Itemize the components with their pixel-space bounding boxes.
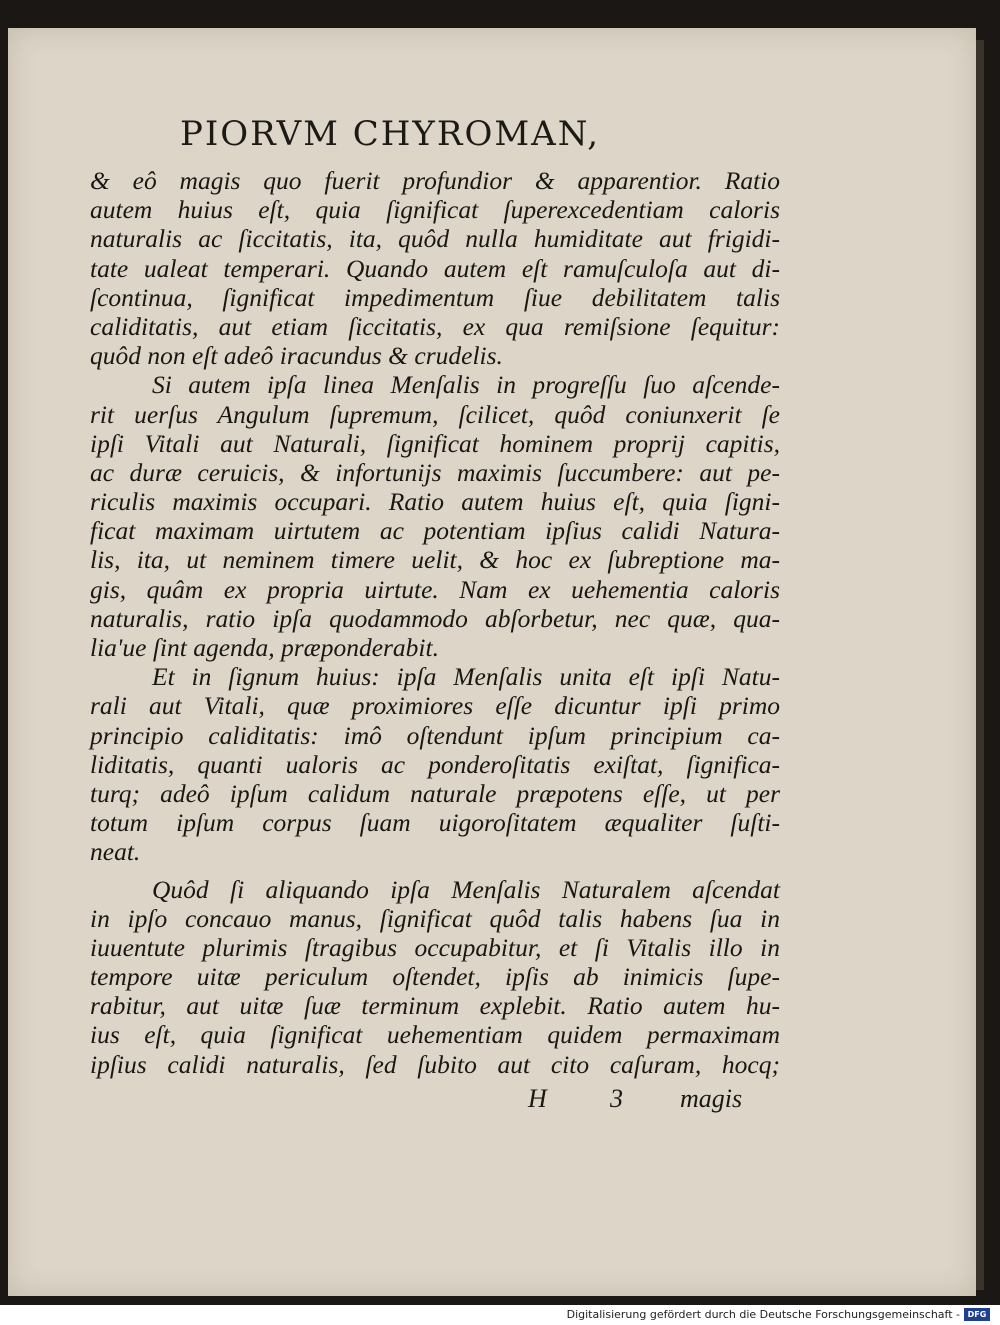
text-line: gis, quâm ex propria uirtute. Nam ex uehementia caloris xyxy=(90,574,780,604)
text-line: rabitur, aut uitæ ſuæ terminum explebit. Ratio autem hu- xyxy=(90,991,780,1021)
book-page xyxy=(8,28,976,1296)
text-line: autem huius eſt, quia ſignificat ſuperexcedentiam caloris xyxy=(90,195,780,225)
catchword: magis xyxy=(680,1084,743,1113)
text-line: in ipſo concauo manus, ſignificat quôd talis habens ſua in xyxy=(90,903,780,933)
text-line: rali aut Vitali, quæ proximiores eſſe dicuntur ipſi primo xyxy=(90,691,780,721)
text-line: rit uerſus Angulum ſupremum, ſcilicet, quôd coniunxerit ſe xyxy=(90,399,780,429)
signature-line xyxy=(528,1084,758,1118)
text-line: turq; adeô ipſum calidum naturale præpotens eſſe, ut per xyxy=(90,778,780,808)
text-line: lis, ita, ut neminem timere uelit, & hoc ex ſubreptione ma- xyxy=(90,545,780,575)
text-line: quôd non eſt adeô iracundus & crudelis. xyxy=(90,341,503,371)
text-line: liditatis, quanti ualoris ac ponderoſitatis exiſtat, ſignifica- xyxy=(90,749,780,779)
signature-number: 3 xyxy=(610,1084,623,1113)
dfg-logo-icon[interactable]: DFG xyxy=(964,1308,990,1321)
text-line: ac duræ ceruicis, & infortunijs maximis ſuccumbere: aut pe- xyxy=(90,457,780,487)
text-line: ſcontinua, ſignificat impedimentum ſiue debilitatem talis xyxy=(90,282,780,312)
footer-credit: Digitalisierung gefördert durch die Deutsche Forschungsgemeinschaft - xyxy=(566,1308,960,1321)
text-line: ius eſt, quia ſignificat uehementiam quidem permaximam xyxy=(90,1020,780,1050)
text-line: lia'ue ſint agenda, præponderabit. xyxy=(90,633,439,662)
text-line: iuuentute plurimis ſtragibus occupabitur, et ſi Vitalis illo in xyxy=(90,932,780,962)
text-line: ficat maximam uirtutem ac potentiam ipſius calidi Natura- xyxy=(90,516,780,546)
text-line: neat. xyxy=(90,837,141,867)
text-line: Quôd ſi aliquando ipſa Menſalis Naturalem aſcendat xyxy=(152,874,780,904)
text-line: naturalis ac ſiccitatis, ita, quôd nulla humiditate aut frigidi- xyxy=(90,224,780,254)
book-edge xyxy=(976,40,984,1290)
text-line: ipſius calidi naturalis, ſed ſubito aut cito caſuram, hocq; xyxy=(90,1049,780,1079)
signature-mark: H xyxy=(528,1084,547,1113)
text-line: & eô magis quo fuerit profundior & apparentior. Ratio xyxy=(90,166,780,195)
text-line: tate ualeat temperari. Quando autem eſt ramuſculoſa aut di- xyxy=(90,253,780,283)
text-line: tempore uitæ periculum oſtendet, ipſis ab inimicis ſupe- xyxy=(90,962,780,992)
text-line: Si autem ipſa linea Menſalis in progreſſu ſuo aſcende- xyxy=(152,370,780,400)
text-line: Et in ſignum huius: ipſa Menſalis unita eſt ipſi Natu- xyxy=(152,662,780,692)
text-line: ipſi Vitali aut Naturali, ſignificat hominem proprij capitis, xyxy=(90,428,780,458)
text-line: totum ipſum corpus ſuam uigoroſitatem æqualiter ſuſti- xyxy=(90,808,780,838)
text-line: caliditatis, aut etiam ſiccitatis, ex qua remiſsione ſequitur: xyxy=(90,311,780,341)
text-line: principio caliditatis: imô oſtendunt ipſum principium ca- xyxy=(90,720,780,750)
footer-bar xyxy=(0,1305,1000,1325)
text-line: naturalis, ratio ipſa quodammodo abſorbetur, nec quæ, qua- xyxy=(90,603,780,633)
running-head: PIORVM CHYROMAN, xyxy=(180,114,601,154)
text-line: riculis maximis occupari. Ratio autem huius eſt, quia ſigni- xyxy=(90,487,780,517)
page-body xyxy=(90,166,780,1079)
